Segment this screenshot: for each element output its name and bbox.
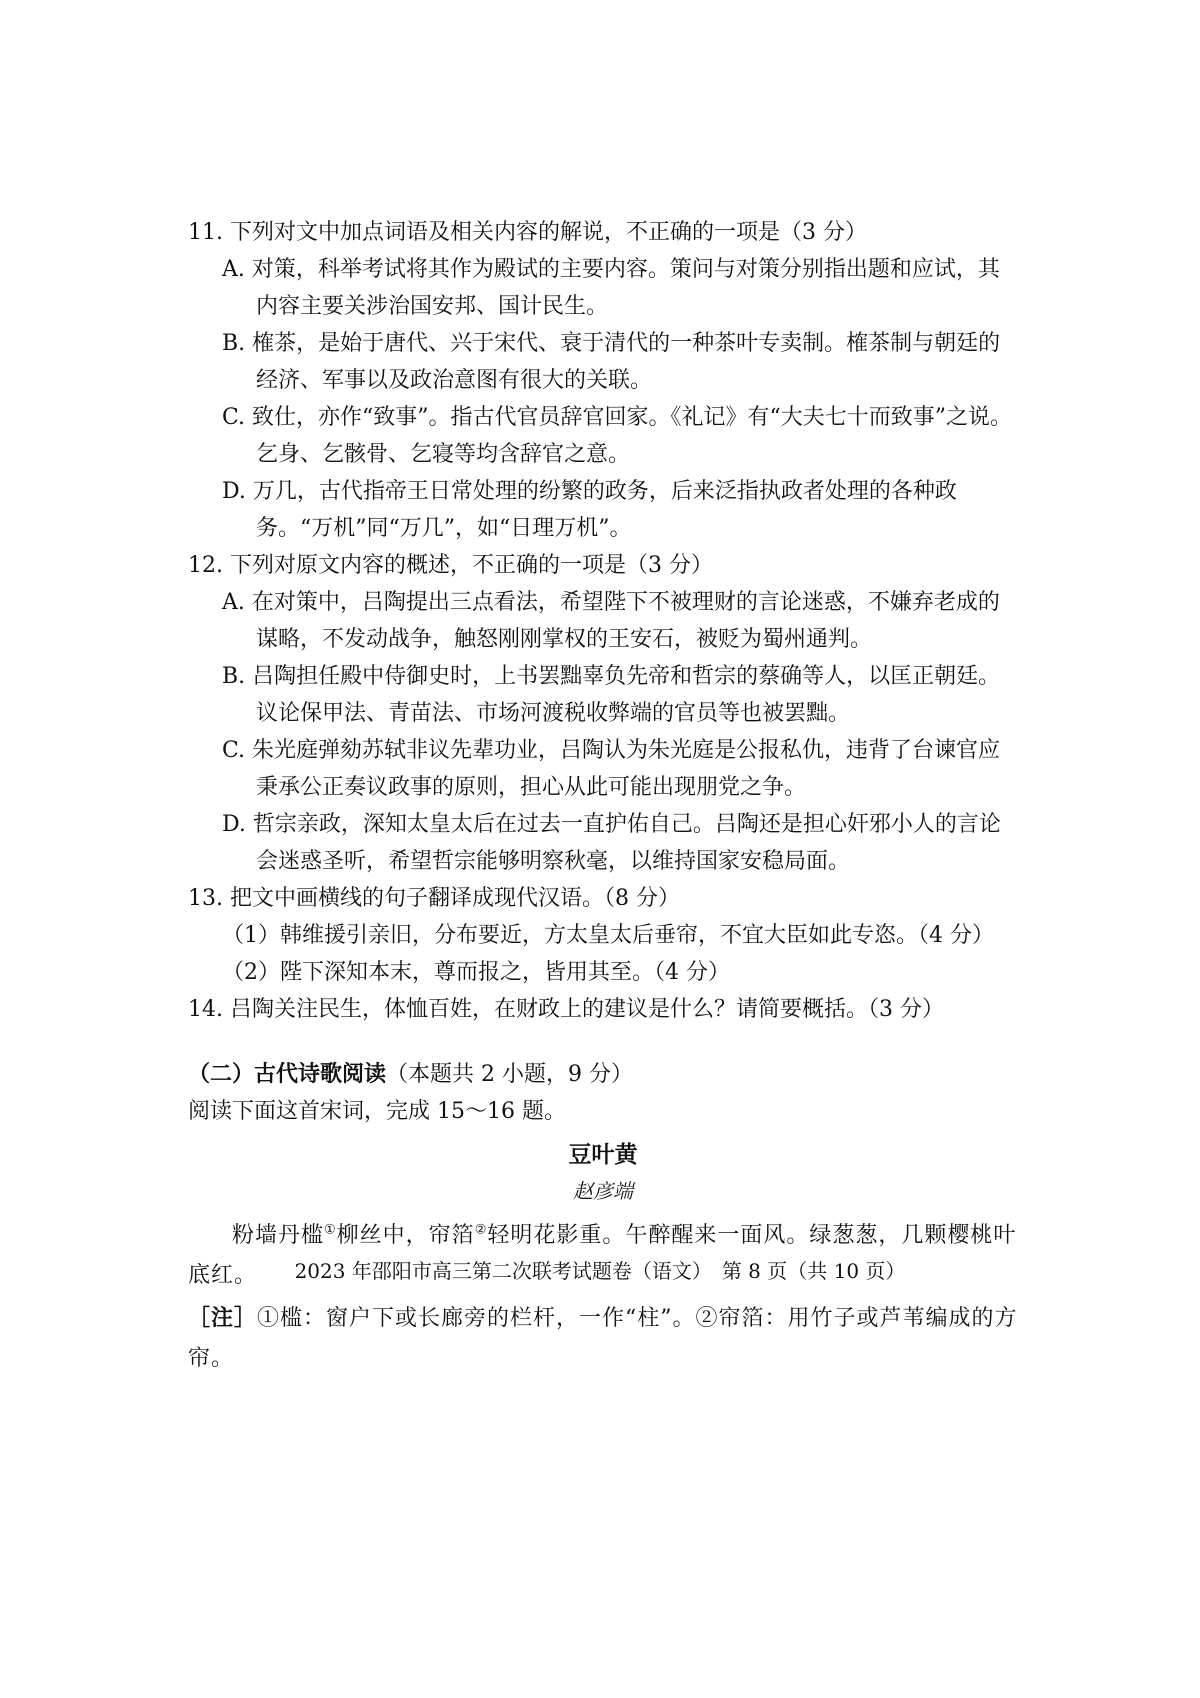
- page-footer: 2023 年邵阳市高三第二次联考试题卷（语文） 第 8 页（共 10 页）: [294, 1259, 906, 1283]
- section-heading-title: （二）古代诗歌阅读: [188, 1061, 387, 1087]
- question-12: [188, 547, 1018, 880]
- question-12-option-a: A. 在对策中，吕陶提出三点看法，希望陛下不被理财的言论迷惑，不嫌弃老成的谋略，不发动战争，触怒刚刚掌权的王安石，被贬为蜀州通判。: [222, 590, 1000, 652]
- question-12-option-d: D. 哲宗亲政，深知太皇太后在过去一直护佑自己。吕陶还是担心奸邪小人的言论会迷惑圣听，希望哲宗能够明察秋毫，以维持国家安稳局面。: [222, 812, 1001, 874]
- poem-author: 赵彦端: [573, 1179, 633, 1203]
- section-heading-note: （本题共 2 小题，9 分）: [386, 1062, 633, 1087]
- note-text: ①槛：窗户下或长廊旁的栏杆，一作“柱”。②帘箔：用竹子或芦苇编成的方帘。: [188, 1306, 1018, 1371]
- question-14: [188, 991, 1018, 1028]
- question-13-stem: 13. 把文中画横线的句子翻译成现代汉语。（8 分）: [188, 886, 680, 911]
- poem-text-part-3: 轻明花影重。午醉醒来一面风。绿葱葱，几颗樱桃叶底红。: [188, 1223, 1017, 1288]
- footnote-marker-1: ①: [324, 1222, 337, 1238]
- section-heading: [188, 1056, 1018, 1093]
- poem-note: [188, 1298, 1018, 1379]
- question-11-option-c: C. 致仕，亦作“致事”。指古代官员辞官回家。《礼记》有“大夫七十而致事”之说。乞身、乞骸骨、乞寝等均含辞官之意。: [222, 405, 1013, 467]
- question-11: [188, 214, 1018, 547]
- question-11-option-d: D. 万几，古代指帝王日常处理的纷繁的政务，后来泛指执政者处理的各种政务。“万机”同“万几”，如“日理万机”。: [222, 479, 957, 541]
- footnote-marker-2: ②: [474, 1222, 488, 1238]
- question-11-option-b: B. 榷茶，是始于唐代、兴于宋代、衰于清代的一种茶叶专卖制。榷茶制与朝廷的经济、军事以及政治意图有很大的关联。: [222, 331, 1001, 393]
- poem-text-part-2: 柳丝中，帘箔: [336, 1223, 475, 1248]
- question-11-stem: 11. 下列对文中加点词语及相关内容的解说，不正确的一项是（3 分）: [188, 220, 867, 245]
- question-13: [188, 880, 1018, 991]
- question-14-stem: 14. 吕陶关注民生，体恤百姓，在财政上的建议是什么？请简要概括。（3 分）: [188, 997, 944, 1022]
- exam-content: [188, 214, 1018, 1379]
- question-13-part-2: （2）陛下深知本末，尊而报之，皆用其至。（4 分）: [222, 960, 730, 985]
- poem-text-part-1: 粉墙丹槛: [232, 1223, 325, 1248]
- question-12-option-c: C. 朱光庭弹劾苏轼非议先辈功业，吕陶认为朱光庭是公报私仇，违背了台谏官应秉承公正奏议政事的原则，担心从此可能出现朋党之争。: [222, 738, 1001, 800]
- section-instruction: 阅读下面这首宋词，完成 15～16 题。: [188, 1099, 566, 1124]
- note-tag: ［注］: [188, 1305, 258, 1331]
- question-12-stem: 12. 下列对原文内容的概述，不正确的一项是（3 分）: [188, 553, 713, 578]
- question-11-option-a: A. 对策，科举考试将其作为殿试的主要内容。策问与对策分别指出题和应试，其内容主要关涉治国安邦、国计民生。: [222, 257, 1000, 319]
- poem-title: 豆叶黄: [568, 1141, 638, 1168]
- question-13-part-1: （1）韩维援引亲旧，分布要近，方太皇太后垂帘，不宜大臣如此专恣。（4 分）: [222, 923, 994, 948]
- question-12-option-b: B. 吕陶担任殿中侍御史时，上书罢黜辜负先帝和哲宗的蔡确等人，以匡正朝廷。议论保甲法、青苗法、市场河渡税收弊端的官员等也被罢黜。: [222, 664, 1001, 726]
